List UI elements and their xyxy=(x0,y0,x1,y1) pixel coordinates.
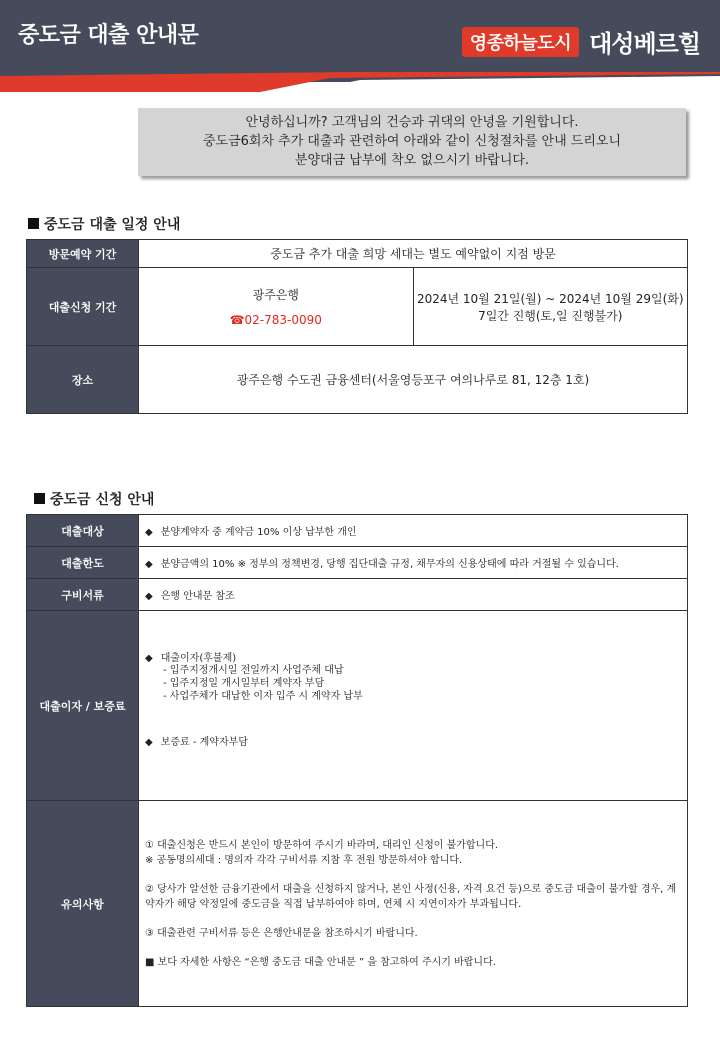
diamond-bullet-icon: ◆ xyxy=(145,653,153,664)
target-label: 대출대상 xyxy=(27,515,139,547)
period-cell xyxy=(413,268,688,346)
note-line: ② 당사가 알선한 금융기관에서 대출을 신청하지 않거나, 본인 사정(신용, 자격 요건 등)으로 중도금 대출이 불가할 경우, 계약자가 해당 약정일에 중도금을 직접 납부하여야 하며, 연체 시 지연이자가 부과됩니다. xyxy=(145,883,677,910)
intro-line: 분양대금 납부에 착오 없으시기 바랍니다. xyxy=(294,153,530,168)
square-bullet-icon xyxy=(34,493,45,504)
header-stripe xyxy=(0,72,720,92)
bank-cell xyxy=(139,268,414,346)
intro-line: 중도금6회차 추가 대출과 관련하여 아래와 같이 신청절차를 안내 드리오니 xyxy=(202,134,622,149)
docs-label: 구비서류 xyxy=(27,579,139,611)
limit-label: 대출한도 xyxy=(27,547,139,579)
table-row xyxy=(27,515,688,547)
interest-line: - 사업주체가 대납한 이자 입주 시 계약자 납부 xyxy=(163,691,363,702)
interest-line: - 입주지정개시일 전일까지 사업주체 대납 xyxy=(163,665,344,676)
diamond-bullet-icon: ◆ xyxy=(145,737,153,748)
bank-phone: ☎02-783-0090 xyxy=(229,313,322,327)
note-line: ① 대출신청은 반드시 본인이 방문하여 주시기 바라며, 대리인 신청이 불가합니다. xyxy=(145,839,499,851)
interest-value xyxy=(139,611,688,801)
bank-name: 광주은행 xyxy=(252,288,299,302)
table-row xyxy=(27,611,688,801)
interest-label: 대출이자 / 보증료 xyxy=(27,611,139,801)
target-value: ◆ 분양계약자 중 계약금 10% 이상 납부한 개인 xyxy=(139,515,688,547)
diamond-bullet-icon: ◆ xyxy=(145,591,153,602)
table-row xyxy=(27,268,688,346)
intro-box xyxy=(138,108,686,176)
note-line: ※ 공동명의세대 : 명의자 각각 구비서류 지참 후 전원 방문하셔야 합니다. xyxy=(145,854,463,866)
interest-head: 대출이자(후불제) xyxy=(160,653,237,664)
brand-main-label: 대성베르힐 xyxy=(589,30,700,58)
table-row xyxy=(27,547,688,579)
visit-value: 중도금 추가 대출 희망 세대는 별도 예약없이 지점 방문 xyxy=(139,240,688,268)
page-title: 중도금 대출 안내문 xyxy=(18,23,199,48)
fee-value: 보증료 - 계약자부담 xyxy=(160,737,248,748)
apply-section-title: 중도금 신청 안내 xyxy=(34,489,154,509)
header-bar xyxy=(0,0,720,82)
period-line: 2024년 10월 21일(월) ~ 2024년 10월 29일(화) xyxy=(416,291,684,306)
docs-value: ◆ 은행 안내문 참조 xyxy=(139,579,688,611)
visit-label: 방문예약 기간 xyxy=(27,240,139,268)
limit-value: ◆ 분양금액의 10% ※ 정부의 정책변경, 당행 집단대출 규정, 채무자의 신용상태에 따라 거절될 수 있습니다. xyxy=(139,547,688,579)
schedule-section-title: 중도금 대출 일정 안내 xyxy=(28,214,180,234)
table-row xyxy=(27,579,688,611)
table-row xyxy=(27,346,688,414)
place-label: 장소 xyxy=(27,346,139,414)
notes-label: 유의사항 xyxy=(27,801,139,1007)
diamond-bullet-icon: ◆ xyxy=(145,559,153,570)
brand-logo xyxy=(462,24,700,59)
intro-line: 안녕하십니까? 고객님의 건승과 귀댁의 안녕을 기원합니다. xyxy=(245,115,579,130)
diamond-bullet-icon: ◆ xyxy=(145,527,153,538)
apply-period-label: 대출신청 기간 xyxy=(27,268,139,346)
note-line: ③ 대출관련 구비서류 등은 은행안내문을 참조하시기 바랍니다. xyxy=(145,927,418,939)
table-row xyxy=(27,801,688,1007)
place-value: 광주은행 수도권 금융센터(서울영등포구 여의나루로 81, 12층 1호) xyxy=(139,346,688,414)
period-line: 7일간 진행(토,일 진행불가) xyxy=(478,308,623,323)
table-row xyxy=(27,240,688,268)
interest-line: - 입주지정일 개시일부터 계약자 부담 xyxy=(163,678,325,689)
schedule-table xyxy=(26,239,688,414)
apply-table xyxy=(26,514,688,1007)
note-line: ■ 보다 자세한 사항은 “은행 중도금 대출 안내문 ” 을 참고하여 주시기 바랍니다. xyxy=(145,956,496,968)
notes-value xyxy=(139,801,688,1007)
brand-sub-label: 영종하늘도시 xyxy=(462,27,579,57)
square-bullet-icon xyxy=(28,218,39,229)
